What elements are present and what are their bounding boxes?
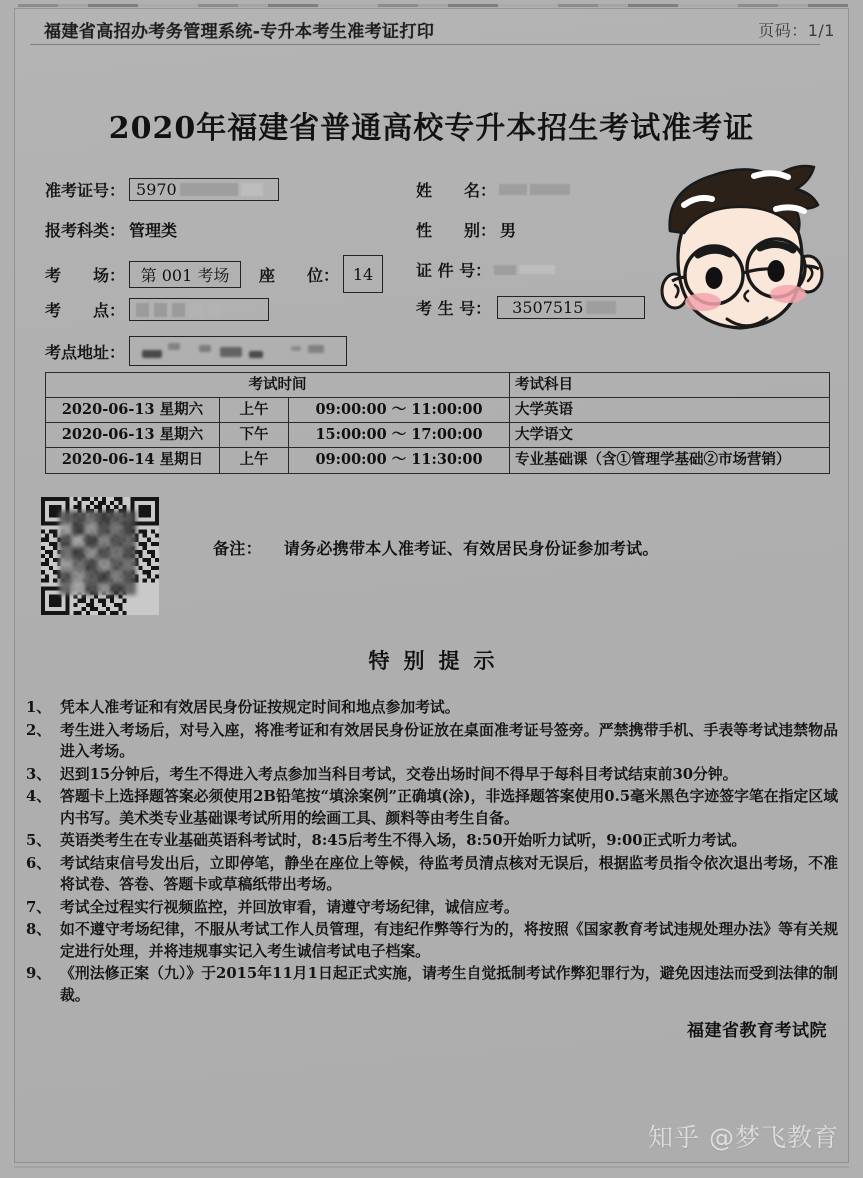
- qr-redaction-mosaic: [59, 511, 136, 595]
- column-header-subject: 考试科目: [510, 373, 830, 398]
- list-item: [26, 786, 838, 829]
- field-id-number: [416, 258, 555, 281]
- list-item-number: 5、: [26, 832, 52, 849]
- cell-half-day: 下午: [220, 423, 289, 448]
- list-item-number: 3、: [26, 765, 52, 783]
- table-row: [46, 398, 830, 423]
- cell-time-span: 09:00:00 ～ 11:00:00: [289, 398, 510, 423]
- table-body: [46, 398, 830, 473]
- table-row: [46, 423, 830, 448]
- system-title: 福建省高招办考务管理系统-专升本考生准考证打印: [44, 21, 435, 42]
- scan-artifact-top-edge: [18, 4, 848, 7]
- issuing-authority-signature: 福建省教育考试院: [687, 1021, 827, 1041]
- candidate-number-value-box: [497, 296, 645, 319]
- exam-site-value-box: [129, 298, 269, 321]
- exam-room-label: 考 场：: [45, 265, 126, 285]
- qr-code: [40, 497, 160, 615]
- admission-ticket-value: 5970: [136, 180, 177, 199]
- seat-value: 14: [352, 264, 374, 284]
- list-item-text: 考试全过程实行视频监控，并回放审看，请遵守考场纪律，诚信应考。: [60, 898, 519, 916]
- field-name: [416, 178, 570, 201]
- page-number: 页码：1/1: [758, 20, 835, 40]
- cell-half-day: 上午: [220, 448, 289, 473]
- redaction-block: [241, 183, 263, 196]
- redaction-block: [586, 301, 616, 314]
- list-item: [26, 720, 838, 763]
- seat-label: 座 位：: [259, 265, 340, 285]
- exam-room-value-box: [129, 261, 241, 288]
- list-item-text: 如不遵守考场纪律，不服从考试工作人员管理，有违纪作弊等行为的，将按照《国家教育考试违规处理办法》等有关规定进行处理，并将违规事实记入考生诚信考试电子档案。: [60, 921, 838, 960]
- notice-list: [26, 697, 838, 1007]
- redaction-mosaic: [136, 303, 221, 317]
- list-item-text: 凭本人准考证和有效居民身份证按规定时间和地点参加考试。: [60, 699, 460, 716]
- subject-category-value: 管理类: [129, 221, 178, 240]
- redaction-block: [499, 184, 527, 195]
- list-item-number: 7、: [26, 898, 52, 916]
- name-label: 姓 名：: [416, 181, 497, 200]
- list-item-number: 9、: [26, 965, 52, 982]
- header-divider: [30, 44, 820, 45]
- list-item-text: 答题卡上选择题答案必须使用2B铅笔按“填涂案例”正确填(涂)，非选择题答案使用0.5毫米黑色字迹签字笔在指定区域内书写。美术类专业基础课考试所用的绘画工具、颜料等由考生自备。: [60, 788, 838, 827]
- page-title: 2020年福建省普通高校专升本招生考试准考证: [108, 111, 755, 146]
- remark-line: [213, 536, 659, 559]
- cell-date: 2020-06-13 星期六: [46, 398, 220, 423]
- subject-category-label: 报考科类：: [45, 221, 126, 240]
- field-exam-room: [45, 255, 383, 293]
- list-item: [26, 830, 838, 852]
- field-gender: [416, 218, 516, 241]
- system-header: [14, 14, 849, 44]
- seat-value-box: [343, 255, 383, 293]
- candidate-number-label: 考 生 号：: [416, 299, 492, 318]
- cell-half-day: 上午: [220, 398, 289, 423]
- exam-site-label: 考 点：: [45, 301, 126, 320]
- field-candidate-number: [416, 296, 645, 319]
- remark-text: 请务必携带本人准考证、有效居民身份证参加考试。: [283, 539, 659, 558]
- list-item: [26, 764, 838, 786]
- exam-site-address-value-box: [129, 336, 347, 366]
- exam-room-value: 第 001 考场: [140, 265, 230, 285]
- field-exam-site-address: [45, 336, 347, 366]
- list-item: [26, 897, 838, 919]
- list-item-text: 英语类考生在专业基础英语科考试时，8:45后考生不得入场，8:50开始听力试听，9:00正式听力考试。: [60, 832, 747, 849]
- redaction-block: [530, 184, 570, 195]
- list-item-text: 迟到15分钟后，考生不得进入考点参加当科目考试，交卷出场时间不得早于每科目考试结束前30分钟。: [60, 765, 738, 783]
- table-head: [46, 373, 830, 398]
- admission-ticket-label: 准考证号：: [45, 181, 126, 200]
- gender-value: 男: [500, 221, 517, 240]
- list-item-number: 8、: [26, 921, 52, 938]
- scan-artifact-bottom-edge: [14, 1166, 849, 1168]
- cell-date: 2020-06-13 星期六: [46, 423, 220, 448]
- list-item-number: 6、: [26, 854, 52, 872]
- redaction-block: [494, 265, 516, 275]
- candidate-photo-avatar: [648, 163, 834, 341]
- admission-ticket-value-box: [129, 178, 279, 201]
- avatar-illustration-icon: [648, 163, 834, 341]
- cell-time-span: 09:00:00 ～ 11:30:00: [289, 448, 510, 473]
- list-item-text: 《刑法修正案（九）》于2015年11月1日起正式实施，请考生自觉抵制考试作弊犯罪行为，避免因违法而受到法律的制裁。: [60, 965, 838, 1004]
- cell-date: 2020-06-14 星期日: [46, 448, 220, 473]
- list-item: [26, 919, 838, 962]
- candidate-number-value: 3507515: [512, 298, 584, 317]
- remark-label: 备注：: [213, 539, 262, 558]
- list-item-text: 考生进入考场后，对号入座，将准考证和有效居民身份证放在桌面准考证号签旁。严禁携带手机、手表等考试违禁物品进入考场。: [60, 721, 838, 760]
- gender-label: 性 别：: [416, 221, 497, 240]
- list-item-text: 考试结束信号发出后，立即停笔，静坐在座位上等候，待监考员清点核对无误后，根据监考员指令依次退出考场，不准将试卷、答卷、答题卡或草稿纸带出考场。: [60, 854, 838, 893]
- list-item-number: 2、: [26, 721, 52, 739]
- exam-schedule-table: [45, 372, 830, 474]
- table-header-row: [46, 373, 830, 398]
- list-item: [26, 963, 838, 1006]
- cell-subject: 大学英语: [510, 398, 830, 423]
- table-row: [46, 448, 830, 473]
- id-number-label: 证 件 号：: [416, 261, 492, 280]
- field-exam-site: [45, 298, 269, 321]
- list-item-number: 1、: [26, 699, 52, 716]
- cell-subject: 专业基础课（含①管理学基础②市场营销）: [510, 448, 830, 473]
- list-item-number: 4、: [26, 788, 52, 805]
- list-item: [26, 853, 838, 896]
- exam-site-address-label: 考点地址：: [45, 342, 126, 362]
- notice-heading: 特别提示: [368, 648, 509, 673]
- field-subject-category: [45, 218, 177, 241]
- cell-time-span: 15:00:00 ～ 17:00:00: [289, 423, 510, 448]
- cell-subject: 大学语文: [510, 423, 830, 448]
- redaction-smudge: [136, 342, 340, 360]
- list-item: [26, 697, 838, 719]
- column-header-time: 考试时间: [46, 373, 510, 398]
- field-admission-ticket: [45, 178, 279, 201]
- redaction-block: [519, 265, 555, 274]
- redaction-block: [180, 183, 238, 196]
- zhihu-watermark: 知乎 @梦飞教育: [648, 1123, 839, 1152]
